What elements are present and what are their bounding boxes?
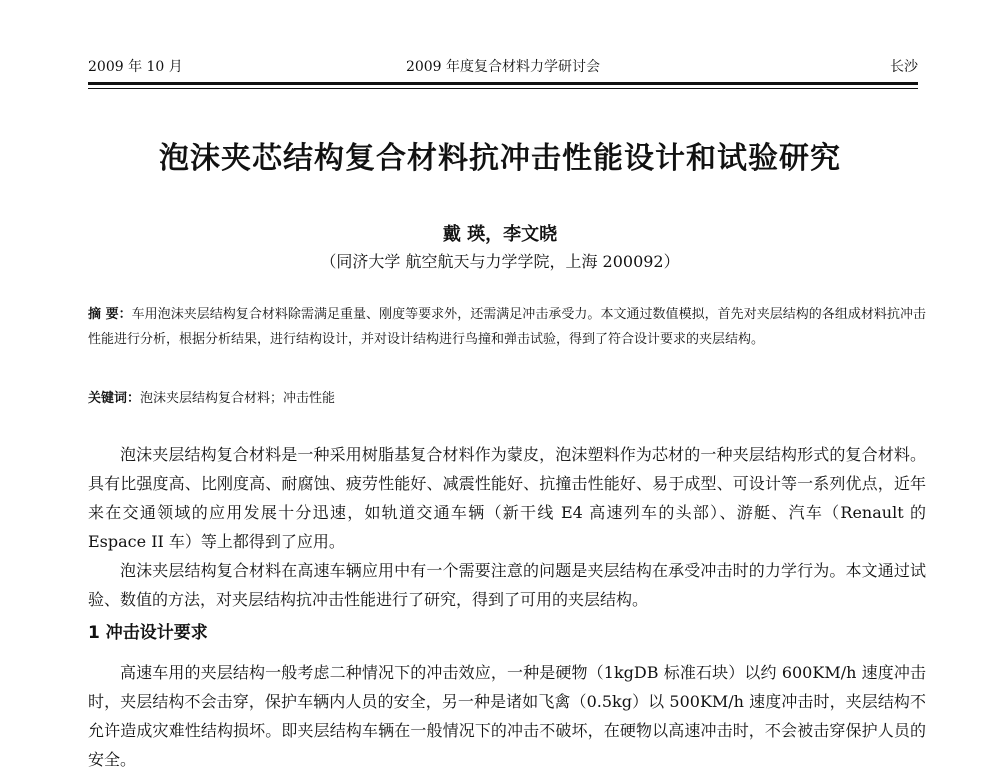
keywords-text: 泡沫夹层结构复合材料；冲击性能 xyxy=(140,391,336,406)
abstract xyxy=(88,302,926,352)
header-conference: 2009 年度复合材料力学研讨会 xyxy=(405,59,601,75)
abstract-text: 车用泡沫夹层结构复合材料除需满足重量、刚度等要求外，还需满足冲击承受力。本文通过数值模拟，首先对夹层结构的各组成材料抗冲击性能进行分析，根据分析结果，进行结构设计，并对设计结构进行鸟撞和弹击试验，得到了符合设计要求的夹层结构。 xyxy=(88,307,926,347)
intro-paragraph-1: 泡沫夹层结构复合材料是一种采用树脂基复合材料作为蒙皮，泡沫塑料作为芯材的一种夹层结构形式的复合材料。具有比强度高、比刚度高、耐腐蚀、疲劳性能好、减震性能好、抗撞击性能好、易于成型、可设计等一系列优点，近年来在交通领域的应用发展十分迅速，如轨道交通车辆（新干线 E4 高速列车的头部）、游艇、汽车（Renault 的 Espace II 车）等上都得到了应用。 xyxy=(88,445,926,551)
paper-authors: 戴 瑛，李文晓 xyxy=(442,224,558,245)
intro-body xyxy=(88,440,926,614)
section-heading-1: 1 冲击设计要求 xyxy=(88,623,208,643)
header-rule-thick xyxy=(88,82,918,85)
header-rule-thin xyxy=(88,88,918,89)
keywords xyxy=(88,388,926,410)
header-location: 长沙 xyxy=(890,59,918,75)
running-header xyxy=(88,55,918,79)
header-date: 2009 年 10 月 xyxy=(88,59,183,75)
author-affiliation: （同济大学 航空航天与力学学院，上海 200092） xyxy=(320,252,680,271)
abstract-label: 摘 要： xyxy=(88,307,132,322)
keywords-label: 关键词： xyxy=(88,391,141,406)
section-1-body xyxy=(88,658,926,774)
intro-paragraph-2: 泡沫夹层结构复合材料在高速车辆应用中有一个需要注意的问题是夹层结构在承受冲击时的力学行为。本文通过试验、数值的方法，对夹层结构抗冲击性能进行了研究，得到了可用的夹层结构。 xyxy=(88,561,926,609)
section-1-paragraph-1: 高速车用的夹层结构一般考虑二种情况下的冲击效应，一种是硬物（1kgDB 标准石块）以约 600KM/h 速度冲击时，夹层结构不会击穿，保护车辆内人员的安全，另一种是诸如飞禽（0.5kg）以 500KM/h 速度冲击时，夹层结构不允许造成灾难性结构损坏。即夹层结构车辆在一般情况下的冲击不破坏，在硬物以高速冲击时，不会被击穿保护人员的安全。 xyxy=(88,663,926,769)
paper-title: 泡沫夹芯结构复合材料抗冲击性能设计和试验研究 xyxy=(159,141,841,176)
